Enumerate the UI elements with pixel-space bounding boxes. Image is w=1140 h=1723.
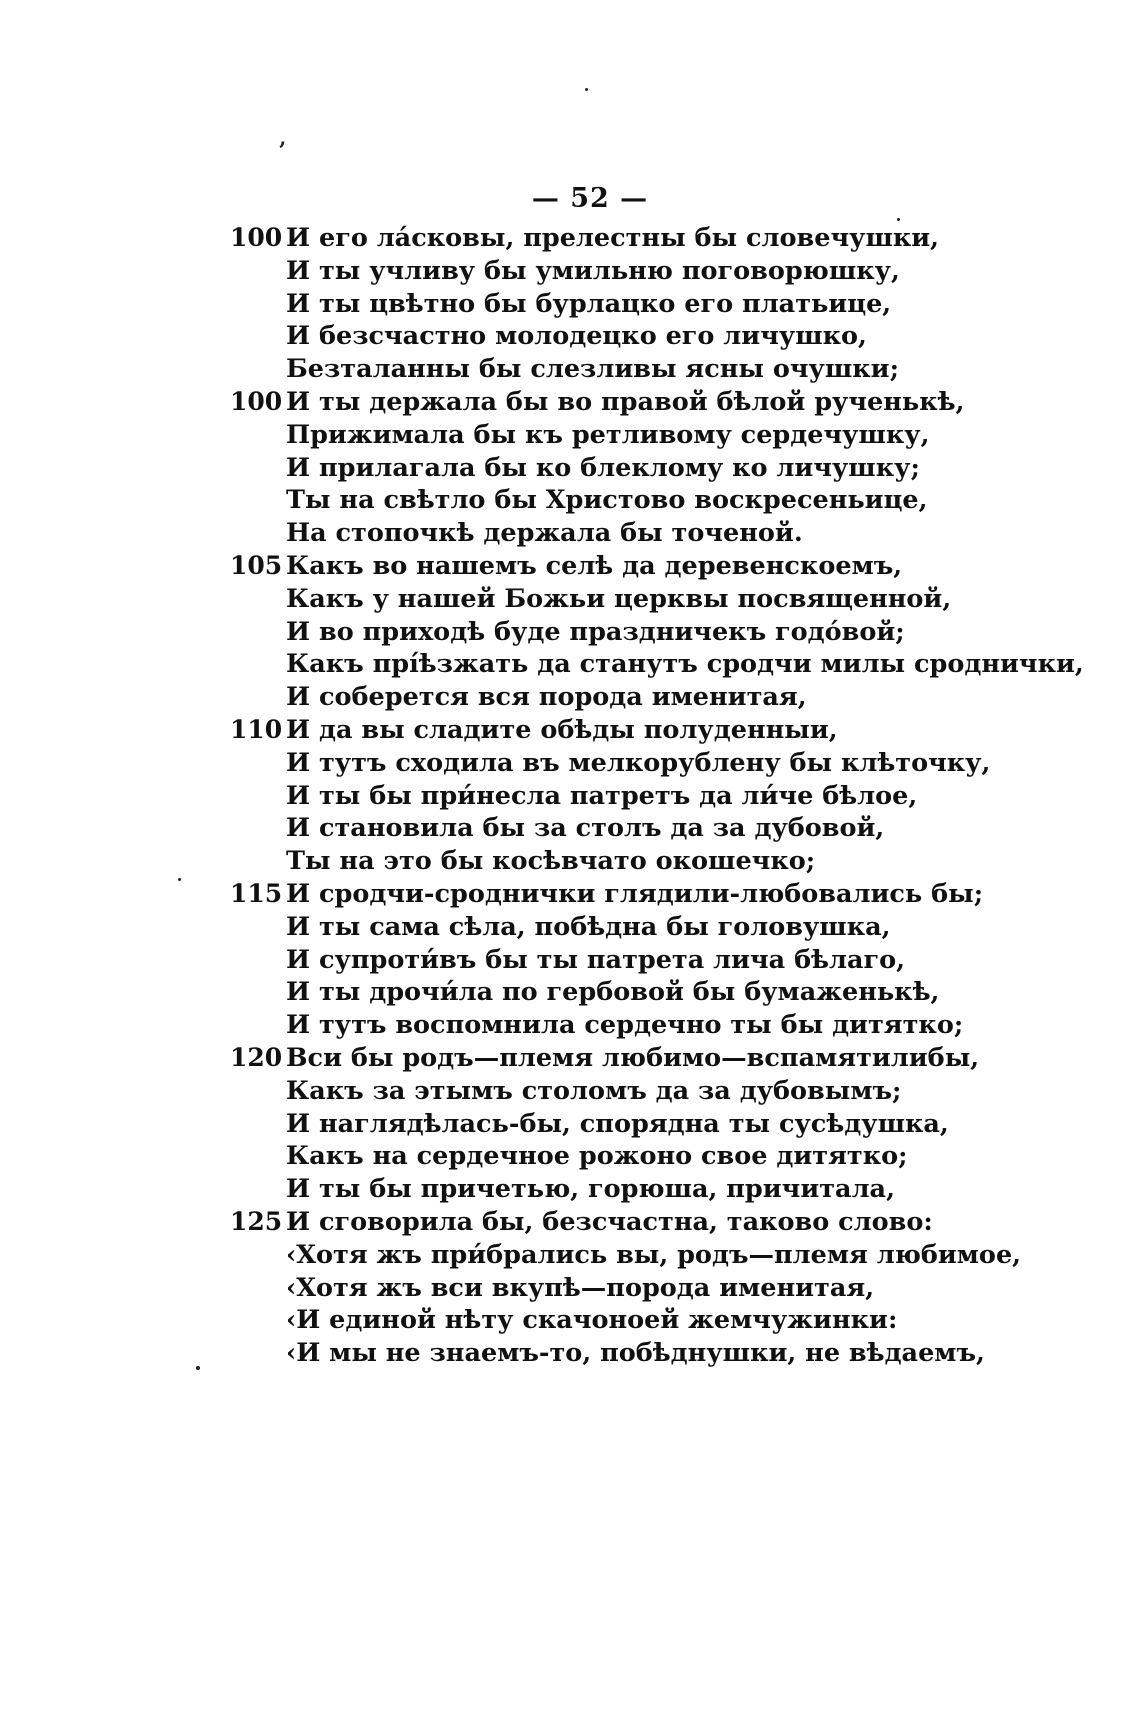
verse-line [230,419,990,452]
verse-line [230,1042,990,1075]
line-text: И ты бы при́несла патретъ да ли́че бѣлое, [286,780,918,811]
line-text: Какъ за этымъ столомъ да за дубовымъ; [286,1075,902,1106]
verse-line [230,550,990,583]
line-text: Ты на свѣтло бы Христово воскресеньице, [286,485,928,516]
verse-line [230,1140,990,1173]
line-text: И ты учливу бы умильню поговорюшку, [286,255,900,286]
verse-line [230,583,990,616]
verse-line [230,255,990,288]
verse-line [230,812,990,845]
verse-line [230,386,990,419]
line-text: Какъ во нашемъ селѣ да деревенскоемъ, [286,550,903,581]
line-text: И тутъ воспомнила сердечно ты бы дитятко; [286,1010,964,1041]
verse-line [230,484,990,517]
line-text: Ты на это бы косѣвчато окошечко; [286,846,816,877]
verse-line [230,288,990,321]
line-text: Прижимала бы къ ретливому сердечушку, [286,419,930,450]
margin-speck [897,218,900,221]
line-text: И ты держала бы во правой бѣлой рученькѣ, [286,386,965,417]
line-text: И ты дрочи́ла по гербовой бы бумаженькѣ, [286,977,940,1008]
verse-line [230,452,990,485]
verse-line [230,1206,990,1239]
verse-line [230,747,990,780]
line-text: И становила бы за столъ да за дубовой, [286,813,885,844]
line-text: И соберется вся порода именитая, [286,682,807,713]
verse-line [230,1337,990,1370]
line-text: ‹И мы не знаемъ-то, побѣднушки, не вѣдаемъ, [286,1338,985,1369]
verse-line [230,911,990,944]
verse-line [230,1304,990,1337]
line-text: И сродчи-сроднички глядили-любовались бы; [286,878,984,909]
verse-line [230,320,990,353]
verse-line [230,353,990,386]
line-number: 100 [230,386,283,416]
line-text: Какъ прі́ѣзжать да станутъ сродчи милы сроднички, [286,649,1084,680]
line-number: 115 [230,878,283,908]
line-text: И его ла́сковы, прелестны бы словечушки, [286,223,940,253]
page-number: — 52 — [531,183,649,214]
line-text: И ты цвѣтно бы бурлацко его платьице, [286,288,892,319]
line-text: Какъ у нашей Божьи церквы посвященной, [286,583,952,614]
verse-line [230,517,990,550]
verse-block [230,222,1084,1370]
line-text: И тутъ сходила въ мелкорублену бы клѣточку, [286,747,991,778]
margin-mark: ʼ [278,138,286,164]
line-text: И да вы сладите обѣды полуденныи, [286,714,838,745]
line-text: И во приходѣ буде праздничекъ годо́вой; [286,616,905,647]
line-text: И супроти́въ бы ты патрета лича бѣлаго, [286,944,906,975]
line-text: И сговорила бы, безсчастна, таково слово: [286,1206,933,1237]
margin-speck [196,1366,200,1370]
line-number: 125 [230,1206,283,1236]
margin-speck [178,878,181,881]
verse-line [230,648,1084,681]
verse-line [230,1272,990,1305]
verse-line [230,1009,990,1042]
line-text: ‹И единой нѣту скачоноей жемчужинки: [286,1305,898,1336]
line-text: Какъ на сердечное рожоно свое дитятко; [286,1141,908,1172]
verse-line [230,616,990,649]
verse-line [230,780,990,813]
line-text: И наглядѣлась-бы, спорядна ты сусѣдушка, [286,1108,949,1139]
line-number: 100 [230,223,283,252]
verse-line [230,1173,990,1206]
line-text: И ты бы причетью, горюша, причитала, [286,1174,895,1205]
margin-speck [585,88,588,91]
verse-line [230,1075,990,1108]
line-text: И безсчастно молодецко его личушко, [286,321,867,352]
verse-line [230,944,990,977]
verse-line [230,1239,1022,1272]
line-number: 105 [230,550,283,580]
line-number: 110 [230,714,283,744]
line-text: Безталанны бы слезливы ясны очушки; [286,354,899,385]
line-text: ‹Хотя жъ вси вкупѣ—порода именитая, [286,1272,875,1303]
verse-line [230,714,990,747]
verse-line [230,681,990,714]
verse-line [230,878,990,911]
verse-line [230,976,990,1009]
verse-line [230,1108,990,1141]
verse-line [230,222,990,255]
line-text: И ты сама сѣла, побѣдна бы головушка, [286,911,891,942]
line-text: И прилагала бы ко блеклому ко личушку; [286,452,920,483]
verse-line [230,845,990,878]
line-text: Вси бы родъ—племя любимо—вспамятилибы, [286,1042,980,1073]
line-number: 120 [230,1042,283,1072]
line-text: На стопочкѣ держала бы точеной. [286,518,803,549]
line-text: ‹Хотя жъ при́брались вы, родъ—племя любимое, [286,1239,1022,1270]
